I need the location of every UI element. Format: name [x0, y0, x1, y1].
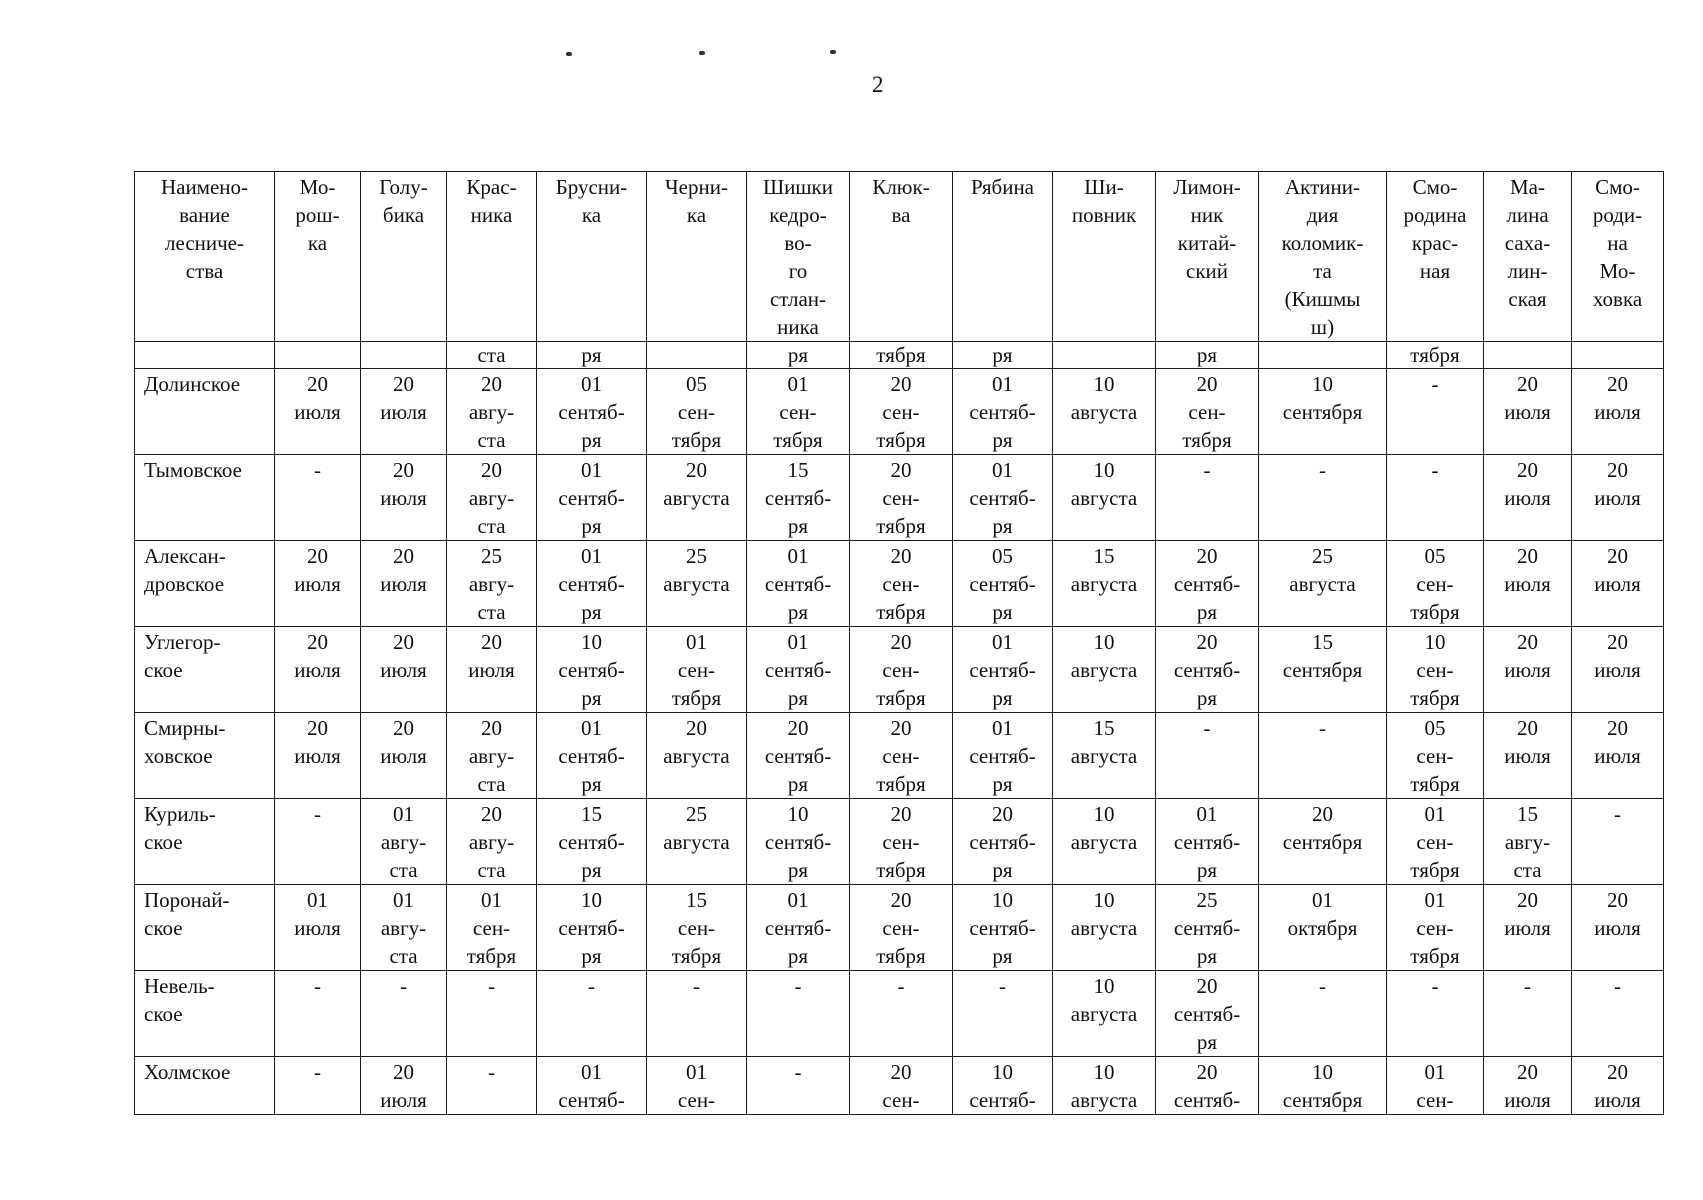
- harvest-date-cell: 01 сентяб-: [537, 1057, 647, 1115]
- harvest-date-cell: 20 авгу- ста: [447, 713, 537, 799]
- harvest-date-cell: 01 сентяб- ря: [747, 627, 850, 713]
- harvest-dates-table-container: [134, 171, 1663, 1115]
- harvest-date-cell: 20 июля: [361, 369, 447, 455]
- column-header: Ма- лина саха- лин- ская: [1484, 172, 1572, 342]
- harvest-date-cell: 20 сен- тября: [1156, 369, 1259, 455]
- harvest-date-cell: -: [1259, 713, 1387, 799]
- harvest-date-cell: 20 июля: [1484, 627, 1572, 713]
- table-row: [135, 627, 1664, 713]
- harvest-date-cell: 20 июля: [361, 541, 447, 627]
- forestry-name-cell: Куриль- ское: [135, 799, 275, 885]
- harvest-date-cell: 01 сентяб- ря: [747, 541, 850, 627]
- column-header: Клюк- ва: [850, 172, 953, 342]
- harvest-date-cell: 01 сен- тября: [747, 369, 850, 455]
- column-header: Смо- роди- на Мо- ховка: [1572, 172, 1664, 342]
- harvest-date-cell: 15 августа: [1053, 541, 1156, 627]
- harvest-date-cell: 15 авгу- ста: [1484, 799, 1572, 885]
- harvest-date-cell: 20 июля: [1484, 455, 1572, 541]
- harvest-date-cell: -: [1484, 971, 1572, 1057]
- continuation-cell: [647, 342, 747, 369]
- harvest-date-cell: 25 августа: [647, 799, 747, 885]
- continuation-cell: тября: [1387, 342, 1484, 369]
- harvest-date-cell: 01 октября: [1259, 885, 1387, 971]
- scan-mark: [699, 51, 705, 55]
- harvest-date-cell: 01 авгу- ста: [361, 799, 447, 885]
- harvest-date-cell: -: [361, 971, 447, 1057]
- harvest-date-cell: -: [953, 971, 1053, 1057]
- column-header: Крас- ника: [447, 172, 537, 342]
- harvest-date-cell: 25 августа: [647, 541, 747, 627]
- harvest-date-cell: -: [1387, 455, 1484, 541]
- continuation-cell: [361, 342, 447, 369]
- harvest-date-cell: 20 июля: [275, 541, 361, 627]
- harvest-date-cell: 20 сен-: [850, 1057, 953, 1115]
- harvest-date-cell: 20 сен- тября: [850, 627, 953, 713]
- harvest-date-cell: 20 сен- тября: [850, 541, 953, 627]
- forestry-name-cell: Долинское: [135, 369, 275, 455]
- column-header: Мо- рош- ка: [275, 172, 361, 342]
- harvest-date-cell: 20 авгу- ста: [447, 369, 537, 455]
- continuation-cell: [275, 342, 361, 369]
- harvest-date-cell: 20 июля: [275, 369, 361, 455]
- column-header: Голу- бика: [361, 172, 447, 342]
- harvest-date-cell: -: [1259, 971, 1387, 1057]
- continuation-cell: [1053, 342, 1156, 369]
- harvest-date-cell: 20 июля: [361, 455, 447, 541]
- harvest-date-cell: 01 авгу- ста: [361, 885, 447, 971]
- harvest-date-cell: 20 сен- тября: [850, 799, 953, 885]
- continuation-cell: ря: [953, 342, 1053, 369]
- harvest-dates-table: [134, 171, 1664, 1115]
- harvest-date-cell: 20 июля: [1572, 1057, 1664, 1115]
- column-header: Черни- ка: [647, 172, 747, 342]
- harvest-date-cell: 20 июля: [1484, 885, 1572, 971]
- harvest-date-cell: 01 сентяб- ря: [537, 541, 647, 627]
- harvest-date-cell: 10 сентяб-: [953, 1057, 1053, 1115]
- harvest-date-cell: -: [1156, 455, 1259, 541]
- harvest-date-cell: -: [1387, 971, 1484, 1057]
- harvest-date-cell: 20 июля: [1572, 627, 1664, 713]
- harvest-date-cell: -: [275, 455, 361, 541]
- continuation-row: [135, 342, 1664, 369]
- harvest-date-cell: -: [447, 1057, 537, 1115]
- forestry-name-cell: Алексан- дровское: [135, 541, 275, 627]
- continuation-cell: [1484, 342, 1572, 369]
- harvest-date-cell: 10 августа: [1053, 369, 1156, 455]
- harvest-date-cell: 20 сен- тября: [850, 713, 953, 799]
- harvest-date-cell: 20 сентяб- ря: [1156, 541, 1259, 627]
- harvest-date-cell: 01 сен- тября: [447, 885, 537, 971]
- harvest-date-cell: 10 августа: [1053, 1057, 1156, 1115]
- harvest-date-cell: 10 августа: [1053, 455, 1156, 541]
- harvest-date-cell: 15 сентября: [1259, 627, 1387, 713]
- harvest-date-cell: -: [447, 971, 537, 1057]
- scan-mark: [830, 50, 836, 54]
- harvest-date-cell: 01 сентяб- ря: [1156, 799, 1259, 885]
- column-header: Лимон- ник китай- ский: [1156, 172, 1259, 342]
- harvest-date-cell: -: [275, 1057, 361, 1115]
- harvest-date-cell: 10 сентяб- ря: [537, 627, 647, 713]
- harvest-date-cell: 10 августа: [1053, 971, 1156, 1057]
- table-row: [135, 1057, 1664, 1115]
- continuation-cell: ста: [447, 342, 537, 369]
- harvest-date-cell: 05 сен- тября: [647, 369, 747, 455]
- harvest-date-cell: 20 сен- тября: [850, 885, 953, 971]
- harvest-date-cell: 20 июля: [1484, 1057, 1572, 1115]
- harvest-date-cell: 05 сен- тября: [1387, 541, 1484, 627]
- harvest-date-cell: 05 сентяб- ря: [953, 541, 1053, 627]
- harvest-date-cell: 01 июля: [275, 885, 361, 971]
- harvest-date-cell: 01 сен- тября: [1387, 885, 1484, 971]
- harvest-date-cell: 05 сен- тября: [1387, 713, 1484, 799]
- column-header: Смо- родина крас- ная: [1387, 172, 1484, 342]
- harvest-date-cell: 01 сентяб- ря: [537, 369, 647, 455]
- harvest-date-cell: 20 июля: [1572, 885, 1664, 971]
- harvest-date-cell: -: [275, 799, 361, 885]
- harvest-date-cell: 10 сентября: [1259, 1057, 1387, 1115]
- harvest-date-cell: 01 сен-: [647, 1057, 747, 1115]
- harvest-date-cell: 20 сентября: [1259, 799, 1387, 885]
- harvest-date-cell: 25 сентяб- ря: [1156, 885, 1259, 971]
- table-row: [135, 799, 1664, 885]
- continuation-cell: ря: [1156, 342, 1259, 369]
- forestry-name-cell: Холмское: [135, 1057, 275, 1115]
- harvest-date-cell: 20 августа: [647, 713, 747, 799]
- harvest-date-cell: -: [747, 1057, 850, 1115]
- harvest-date-cell: -: [1572, 799, 1664, 885]
- harvest-date-cell: -: [537, 971, 647, 1057]
- forestry-name-cell: Углегор- ское: [135, 627, 275, 713]
- harvest-date-cell: 25 августа: [1259, 541, 1387, 627]
- scan-mark: [566, 52, 572, 56]
- table-row: [135, 713, 1664, 799]
- forestry-name-cell: Поронай- ское: [135, 885, 275, 971]
- harvest-date-cell: 20 июля: [361, 627, 447, 713]
- continuation-cell: [1572, 342, 1664, 369]
- table-row: [135, 971, 1664, 1057]
- column-header: Актини- дия коломик- та (Кишмы ш): [1259, 172, 1387, 342]
- header-row: [135, 172, 1664, 342]
- harvest-date-cell: 10 сентяб- ря: [537, 885, 647, 971]
- harvest-date-cell: -: [647, 971, 747, 1057]
- harvest-date-cell: 20 сентяб- ря: [1156, 627, 1259, 713]
- harvest-date-cell: 20 августа: [647, 455, 747, 541]
- harvest-date-cell: 25 авгу- ста: [447, 541, 537, 627]
- harvest-date-cell: 20 сентяб- ря: [953, 799, 1053, 885]
- harvest-date-cell: 01 сентяб- ря: [953, 627, 1053, 713]
- harvest-date-cell: 10 сентября: [1259, 369, 1387, 455]
- harvest-date-cell: 20 июля: [1572, 713, 1664, 799]
- column-header: Шишки кедро- во- го стлан- ника: [747, 172, 850, 342]
- harvest-date-cell: -: [1572, 971, 1664, 1057]
- harvest-date-cell: 20 июля: [1484, 369, 1572, 455]
- harvest-date-cell: -: [275, 971, 361, 1057]
- harvest-date-cell: 20 июля: [1572, 455, 1664, 541]
- continuation-cell: [135, 342, 275, 369]
- harvest-date-cell: 01 сентяб- ря: [953, 455, 1053, 541]
- harvest-date-cell: 10 августа: [1053, 799, 1156, 885]
- harvest-date-cell: 20 сентяб-: [1156, 1057, 1259, 1115]
- forestry-name-cell: Невель- ское: [135, 971, 275, 1057]
- column-header: Ши- повник: [1053, 172, 1156, 342]
- harvest-date-cell: -: [1259, 455, 1387, 541]
- harvest-date-cell: -: [1156, 713, 1259, 799]
- column-header-forestry: Наимено- вание лесниче- ства: [135, 172, 275, 342]
- continuation-cell: [1259, 342, 1387, 369]
- harvest-date-cell: -: [850, 971, 953, 1057]
- harvest-date-cell: 20 июля: [361, 1057, 447, 1115]
- harvest-date-cell: 20 июля: [447, 627, 537, 713]
- harvest-date-cell: 20 сен- тября: [850, 455, 953, 541]
- harvest-date-cell: 01 сентяб- ря: [537, 455, 647, 541]
- harvest-date-cell: -: [747, 971, 850, 1057]
- harvest-date-cell: 20 июля: [1572, 369, 1664, 455]
- column-header: Рябина: [953, 172, 1053, 342]
- forestry-name-cell: Тымовское: [135, 455, 275, 541]
- harvest-date-cell: 20 сентяб- ря: [747, 713, 850, 799]
- harvest-date-cell: 15 сентяб- ря: [537, 799, 647, 885]
- table-row: [135, 369, 1664, 455]
- table-row: [135, 455, 1664, 541]
- continuation-cell: тября: [850, 342, 953, 369]
- table-row: [135, 885, 1664, 971]
- harvest-date-cell: 20 июля: [1484, 541, 1572, 627]
- harvest-date-cell: 20 авгу- ста: [447, 455, 537, 541]
- harvest-date-cell: 20 июля: [361, 713, 447, 799]
- harvest-date-cell: 10 августа: [1053, 627, 1156, 713]
- harvest-date-cell: 10 сентяб- ря: [747, 799, 850, 885]
- table-row: [135, 541, 1664, 627]
- harvest-date-cell: 01 сентяб- ря: [747, 885, 850, 971]
- harvest-date-cell: 20 июля: [1572, 541, 1664, 627]
- harvest-date-cell: 15 августа: [1053, 713, 1156, 799]
- harvest-date-cell: 20 сентяб- ря: [1156, 971, 1259, 1057]
- harvest-date-cell: 20 авгу- ста: [447, 799, 537, 885]
- harvest-date-cell: 10 сен- тября: [1387, 627, 1484, 713]
- harvest-date-cell: 01 сентяб- ря: [537, 713, 647, 799]
- harvest-date-cell: 01 сентяб- ря: [953, 713, 1053, 799]
- harvest-date-cell: 10 сентяб- ря: [953, 885, 1053, 971]
- harvest-date-cell: 20 июля: [1484, 713, 1572, 799]
- harvest-date-cell: 01 сен- тября: [1387, 799, 1484, 885]
- harvest-date-cell: 15 сентяб- ря: [747, 455, 850, 541]
- harvest-date-cell: -: [1387, 369, 1484, 455]
- continuation-cell: ря: [747, 342, 850, 369]
- harvest-date-cell: 01 сен- тября: [647, 627, 747, 713]
- harvest-date-cell: 20 сен- тября: [850, 369, 953, 455]
- continuation-cell: ря: [537, 342, 647, 369]
- page-number: 2: [872, 72, 884, 97]
- harvest-date-cell: 15 сен- тября: [647, 885, 747, 971]
- harvest-date-cell: 01 сен-: [1387, 1057, 1484, 1115]
- forestry-name-cell: Смирны- ховское: [135, 713, 275, 799]
- harvest-date-cell: 20 июля: [275, 627, 361, 713]
- harvest-date-cell: 10 августа: [1053, 885, 1156, 971]
- harvest-date-cell: 20 июля: [275, 713, 361, 799]
- column-header: Брусни- ка: [537, 172, 647, 342]
- harvest-date-cell: 01 сентяб- ря: [953, 369, 1053, 455]
